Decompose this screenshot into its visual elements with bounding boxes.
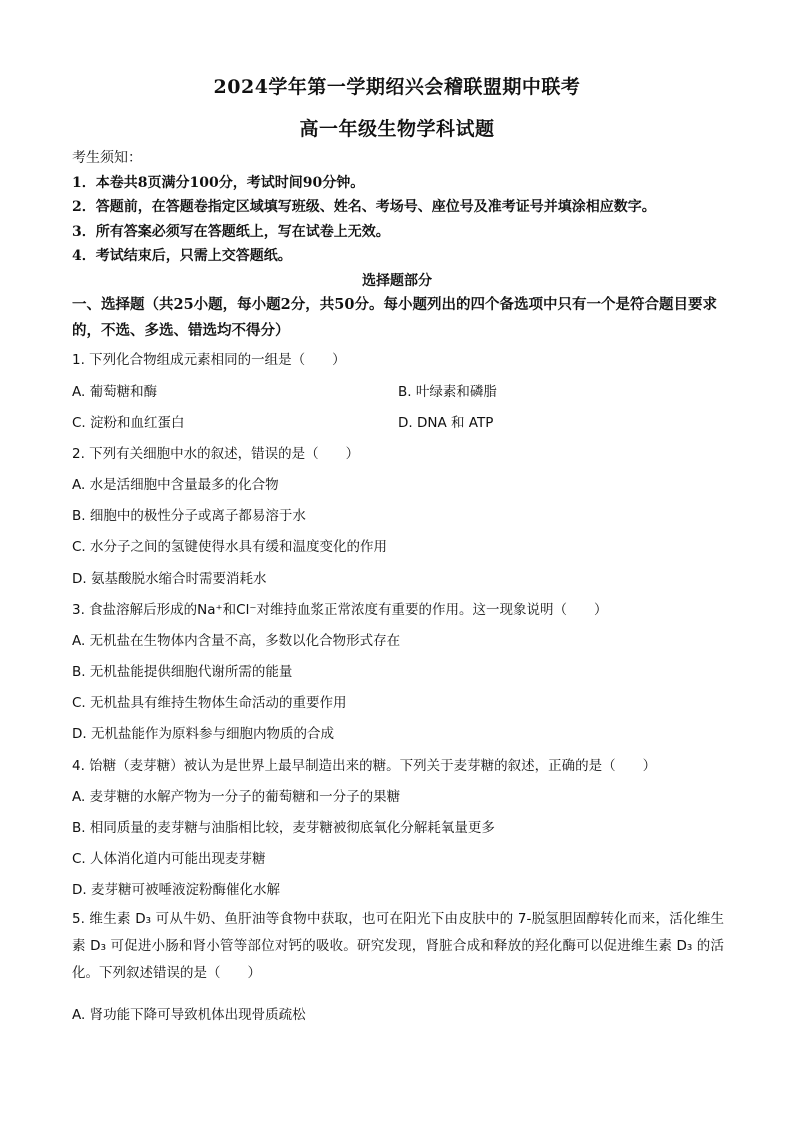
question-option: D. DNA 和 ATP	[398, 415, 494, 431]
question-option: C. 水分子之间的氢键使得水具有缓和温度变化的作用	[72, 539, 388, 555]
candidate-notice	[72, 146, 732, 269]
question-stem: 2. 下列有关细胞中水的叙述，错误的是（ ）	[72, 446, 360, 462]
question-stem: 3. 食盐溶解后形成的Na⁺和Cl⁻对维持血浆正常浓度有重要的作用。这一现象说明（ ）	[72, 602, 608, 618]
section-title: 选择题部分	[362, 273, 432, 289]
notice-item: 2．答题前，在答题卷指定区域填写班级、姓名、考场号、座位号及准考证号并填涂相应数字。	[72, 199, 656, 215]
notice-item: 1．本卷共8页满分100分，考试时间90分钟。	[72, 174, 365, 191]
question-option: C. 淀粉和血红蛋白	[72, 415, 185, 431]
question-option: C. 无机盐具有维持生物体生命活动的重要作用	[72, 695, 347, 711]
question-stem: 5. 维生素 D₃ 可从牛奶、鱼肝油等食物中获取，也可在阳光下由皮肤中的 7-脱氢胆固醇转化而来，活化维生素 D₃ 可促进小肠和肾小管等部位对钙的吸收。研究发现，肾脏合成和释放的羟化酶可以促进维生素 D₃ 的活化。下列叙述错误的是（ ）	[72, 911, 724, 981]
question-option: A. 麦芽糖的水解产物为一分子的葡萄糖和一分子的果糖	[72, 789, 401, 805]
notice-heading: 考生须知：	[72, 150, 142, 166]
question-option: D. 氨基酸脱水缩合时需要消耗水	[72, 571, 267, 587]
question-stem: 4. 饴糖（麦芽糖）被认为是世界上最早制造出来的糖。下列关于麦芽糖的叙述，正确的是（ ）	[72, 758, 657, 774]
question-option: B. 相同质量的麦芽糖与油脂相比较，麦芽糖被彻底氧化分解耗氧量更多	[72, 820, 495, 836]
question-stem: 1. 下列化合物组成元素相同的一组是（ ）	[72, 352, 346, 368]
exam-title: 2024学年第一学期绍兴会稽联盟期中联考	[213, 76, 581, 98]
question-option: A. 葡萄糖和酶	[72, 384, 158, 400]
question-option: C. 人体消化道内可能出现麦芽糖	[72, 851, 266, 867]
exam-subtitle: 高一年级生物学科试题	[299, 118, 495, 140]
section-instructions: 一、选择题（共25小题，每小题2分，共50分。每小题列出的四个备选项中只有一个是符合题目要求的，不选、多选、错选均不得分）	[72, 296, 717, 339]
question-option: B. 无机盐能提供细胞代谢所需的能量	[72, 664, 293, 680]
notice-item: 3．所有答案必须写在答题纸上，写在试卷上无效。	[72, 223, 390, 240]
question-option: A. 肾功能下降可导致机体出现骨质疏松	[72, 1007, 306, 1023]
question-option: A. 水是活细胞中含量最多的化合物	[72, 477, 279, 493]
question-option: A. 无机盐在生物体内含量不高，多数以化合物形式存在	[72, 633, 401, 649]
question-option: B. 细胞中的极性分子或离子都易溶于水	[72, 508, 306, 524]
notice-item: 4．考试结束后，只需上交答题纸。	[72, 248, 292, 264]
question-option: B. 叶绿素和磷脂	[398, 384, 497, 400]
question-option: D. 麦芽糖可被唾液淀粉酶催化水解	[72, 882, 280, 898]
question-option: D. 无机盐能作为原料参与细胞内物质的合成	[72, 726, 334, 742]
